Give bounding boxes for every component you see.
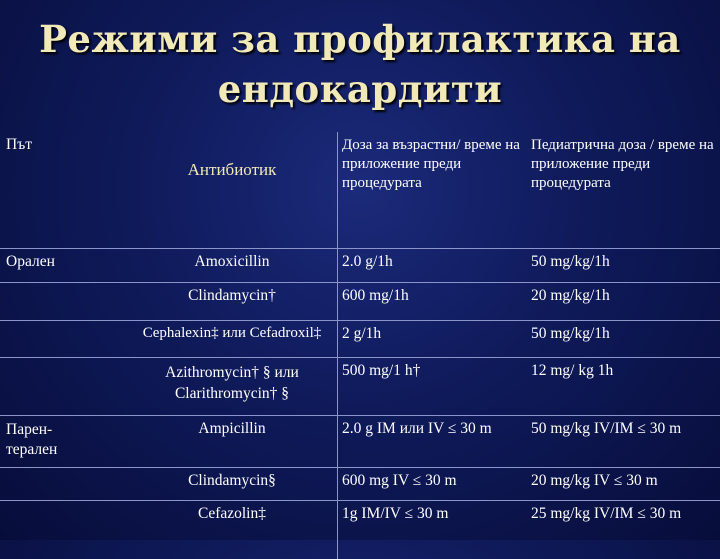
antibiotic-cell: Amoxicillin bbox=[127, 249, 338, 283]
pediatric-dose-cell: 50 mg/kg/1h bbox=[527, 249, 720, 283]
adult-dose-cell: 2.0 g/1h bbox=[338, 249, 528, 283]
adult-dose-cell: 2.0 g IM или IV ≤ 30 m bbox=[338, 416, 528, 468]
table-row bbox=[0, 321, 720, 358]
table-row bbox=[0, 501, 720, 559]
title-line-2: ендокардити bbox=[217, 67, 503, 111]
antibiotic-cell: Cefazolin‡ bbox=[197, 505, 266, 522]
antibiotic-cell: Cephalexin‡ или Cefadroxil‡ bbox=[127, 321, 338, 358]
pediatric-dose-cell: 20 mg/kg/1h bbox=[527, 283, 720, 321]
adult-dose-cell: 600 mg/1h bbox=[338, 283, 528, 321]
antibiotic-cell: Ampicillin bbox=[127, 416, 338, 468]
pediatric-dose-cell: 25 mg/kg IV/IM ≤ 30 m bbox=[531, 505, 682, 522]
header-pediatric-dose: Педиатрична доза / време на приложение преди процедурата bbox=[527, 132, 720, 249]
pediatric-dose-cell: 50 mg/kg/1h bbox=[527, 321, 720, 358]
prophylaxis-table bbox=[0, 132, 720, 559]
route-parenteral: Парен- терален bbox=[0, 416, 127, 468]
header-antibiotic: Антибиотик bbox=[127, 132, 338, 249]
antibiotic-cell: Clindamycin† bbox=[127, 283, 338, 321]
antibiotic-cell: Clindamycin§ bbox=[127, 468, 338, 501]
pediatric-dose-cell: 12 mg/ kg 1h bbox=[527, 358, 720, 416]
table-row bbox=[0, 416, 720, 468]
adult-dose-cell: 2 g/1h bbox=[338, 321, 528, 358]
header-adult-dose: Доза за възрастни/ време на приложение преди процедурата bbox=[338, 132, 528, 249]
table-row bbox=[0, 468, 720, 501]
adult-dose-cell: 1g IM/IV ≤ 30 m bbox=[338, 501, 528, 559]
pediatric-dose-cell: 50 mg/kg IV/IM ≤ 30 m bbox=[527, 416, 720, 468]
antibiotic-cell: Azithromycin† § или Clarithromycin† § bbox=[127, 358, 338, 416]
route-oral: Орален bbox=[0, 249, 127, 283]
header-row bbox=[0, 132, 720, 249]
table-row bbox=[0, 283, 720, 321]
slide-title bbox=[0, 14, 720, 114]
pediatric-dose-cell: 20 mg/kg IV ≤ 30 m bbox=[527, 468, 720, 501]
adult-dose-cell: 500 mg/1 h† bbox=[338, 358, 528, 416]
table-row bbox=[0, 358, 720, 416]
table-row bbox=[0, 249, 720, 283]
adult-dose-cell: 600 mg IV ≤ 30 m bbox=[338, 468, 528, 501]
title-line-1: Режими за профилактика на bbox=[39, 17, 681, 61]
header-route: Път bbox=[0, 132, 127, 249]
